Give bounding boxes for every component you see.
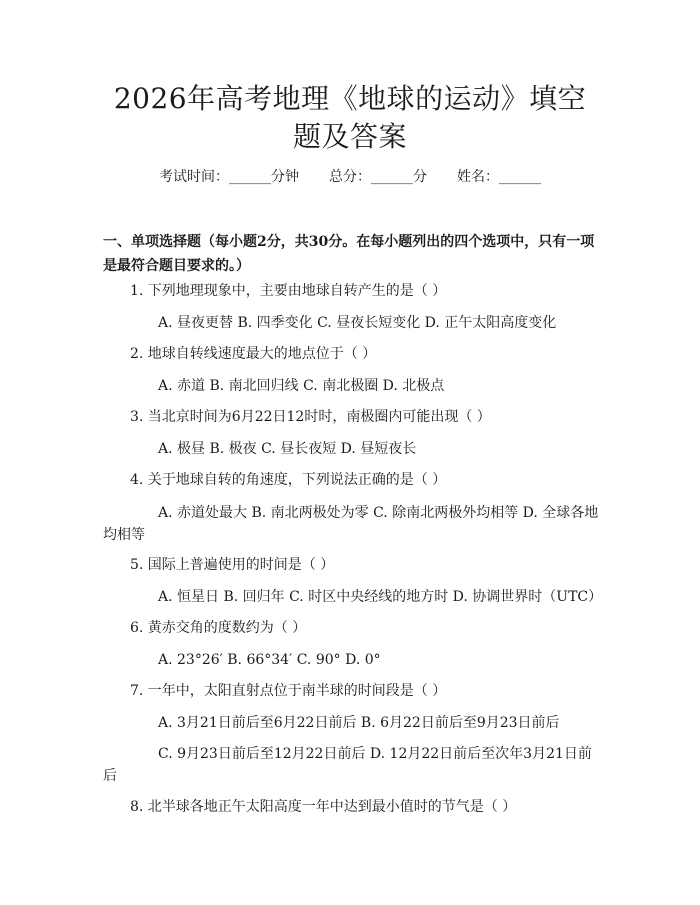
question-stem: 5. 国际上普遍使用的时间是（ ） — [130, 557, 335, 573]
total-score: 总分：______分 — [329, 169, 427, 185]
question-options: A. 赤道 B. 南北回归线 C. 南北极圈 D. 北极点 — [158, 378, 445, 394]
question-stem: 3. 当北京时间为6月22日12时时，南极圈内可能出现（ ） — [130, 409, 491, 425]
question-options: A. 昼夜更替 B. 四季变化 C. 昼夜长短变化 D. 正午太阳高度变化 — [158, 315, 557, 331]
question-stem: 4. 关于地球自转的角速度，下列说法正确的是（ ） — [130, 472, 447, 488]
question-options: A. 23°26′ B. 66°34′ C. 90° D. 0° — [158, 652, 381, 668]
page-title: 2026年高考地理《地球的运动》填空题及答案 — [113, 82, 587, 153]
question-stem: 1. 下列地理现象中，主要由地球自转产生的是（ ） — [130, 283, 447, 299]
question-stem: 6. 黄赤交角的度数约为（ ） — [130, 620, 307, 636]
student-name: 姓名：______ — [457, 169, 541, 185]
question-stem: 2. 地球自转线速度最大的地点位于（ ） — [130, 346, 377, 362]
question-options: A. 恒星日 B. 回归年 C. 时区中央经线的地方时 D. 协调世界时（UTC） — [158, 589, 603, 605]
question-options: A. 3月21日前后至6月22日前后 B. 6月22日前后至9月23日前后 — [158, 715, 560, 731]
question-options: C. 9月23日前后至12月22日前后 D. 12月22日前后至次年3月21日前后 — [103, 746, 592, 784]
section-heading: 一、单项选择题（每小题2分，共30分。在每小题列出的四个选项中，只有一项是最符合题目要求的。） — [103, 234, 595, 274]
question-stem: 8. 北半球各地正午太阳高度一年中达到最小值时的节气是（ ） — [130, 799, 517, 815]
question-options: A. 赤道处最大 B. 南北两极处为零 C. 除南北两极外均相等 D. 全球各地均相等 — [103, 505, 599, 543]
question-options: A. 极昼 B. 极夜 C. 昼长夜短 D. 昼短夜长 — [158, 441, 417, 457]
exam-time: 考试时间：______分钟 — [159, 169, 299, 185]
exam-meta — [0, 167, 700, 187]
question-stem: 7. 一年中，太阳直射点位于南半球的时间段是（ ） — [130, 683, 447, 699]
